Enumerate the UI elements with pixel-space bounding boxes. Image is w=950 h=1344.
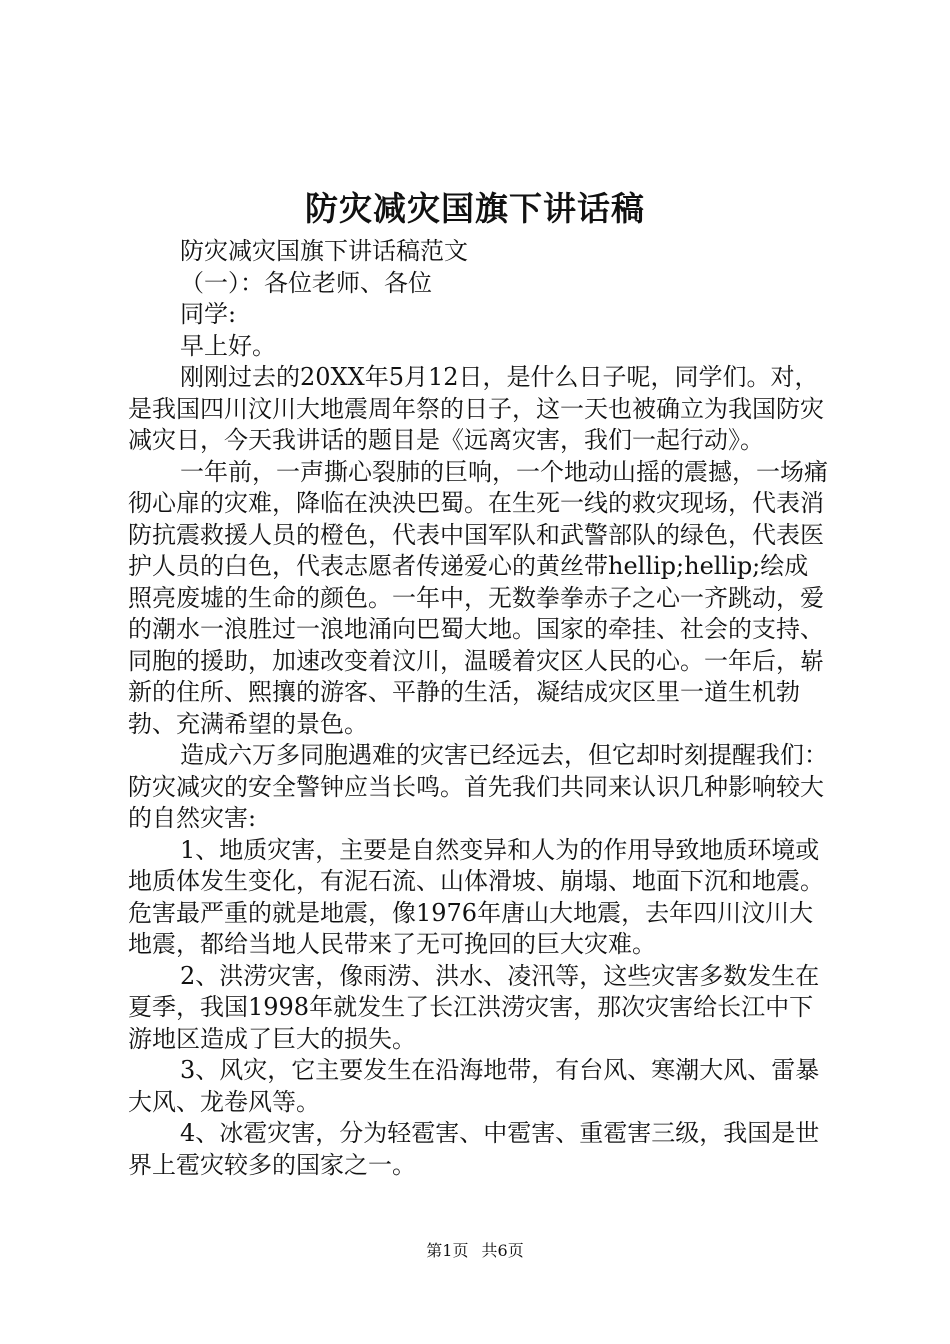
paragraph-intro: 刚刚过去的20XX年5月12日，是什么日子呢，同学们。对，是我国四川汶川大地震周年祭的日子，这一天也被确立为我国防灾减灾日，今天我讲话的题目是《远离灾害，我们一起行动》。	[128, 363, 824, 454]
paragraph-wind: 3、风灾，它主要发生在沿海地带，有台风、寒潮大风、雷暴大风、龙卷风等。	[128, 1056, 820, 1116]
paragraph-greeting-1: （一）：各位老师、各位	[180, 268, 432, 297]
paragraph-geological: 1、地质灾害，主要是自然变异和人为的作用导致地质环境或地质体发生变化，有泥石流、山体滑坡、崩塌、地面下沉和地震。危害最严重的就是地震，像1976年唐山大地震，去年四川汶川大地震，都给当地人民带来了无可挽回的巨大灾难。	[128, 835, 824, 958]
page-footer	[0, 1240, 950, 1262]
paragraph-disasters-intro: 造成六万多同胞遇难的灾害已经远去，但它却时刻提醒我们：防灾减灾的安全警钟应当长鸣。首先我们共同来认识几种影响较大的自然灾害:	[128, 741, 828, 832]
paragraph-year-ago: 一年前，一声撕心裂肺的巨响，一个地动山摇的震撼，一场痛彻心扉的灾难，降临在泱泱巴蜀。在生死一线的救灾现场，代表消防抗震救援人员的橙色，代表中国军队和武警部队的绿色，代表医护人员的白色，代表志愿者传递爱心的黄丝带hellip;hellip;绘成照亮废墟的生命的颜色。一年中，无数拳拳赤子之心一齐跳动，爱的潮水一浪胜过一浪地涌向巴蜀大地。国家的牵挂、社会的支持、同胞的援助，加速改变着汶川，温暖着灾区人民的心。一年后，崭新的住所、熙攘的游客、平静的生活，凝结成灾区里一道生机勃勃、充满希望的景色。	[128, 457, 828, 738]
page-number: 第1页	[426, 1241, 469, 1260]
paragraph-hail: 4、冰雹灾害，分为轻雹害、中雹害、重雹害三级，我国是世界上雹灾较多的国家之一。	[128, 1119, 820, 1179]
page-total: 共6页	[481, 1241, 524, 1260]
paragraph-subtitle: 防灾减灾国旗下讲话稿范文	[180, 237, 468, 265]
paragraph-flood: 2、洪涝灾害，像雨涝、洪水、凌汛等，这些灾害多数发生在夏季，我国1998年就发生了长江洪涝灾害，那次灾害给长江中下游地区造成了巨大的损失。	[128, 961, 820, 1053]
paragraph-morning: 早上好。	[180, 331, 276, 360]
paragraph-greeting-2: 同学:	[180, 300, 237, 328]
document-title: 防灾减灾国旗下讲话稿	[305, 189, 645, 228]
document-body	[128, 236, 828, 1181]
